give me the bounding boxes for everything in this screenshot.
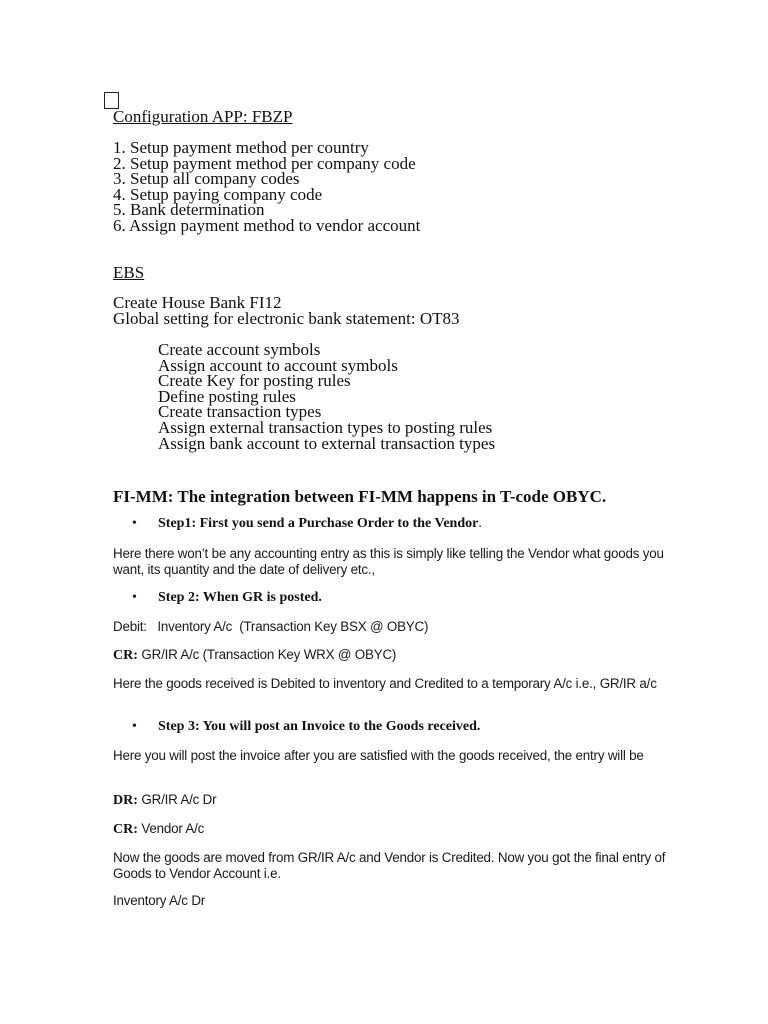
step3-line: Step 3: You will post an Invoice to the Goods received.	[158, 719, 481, 734]
config-step: 2. Setup payment method per company code	[113, 153, 416, 173]
ebs-step: Create transaction types	[158, 402, 322, 422]
house-bank-line: Create House Bank FI12	[113, 293, 282, 312]
ebs-step: Create account symbols	[158, 340, 321, 359]
cr-text: Vendor A/c	[137, 821, 205, 836]
step1-tail: .	[478, 516, 482, 531]
dr-label: DR:	[113, 793, 138, 808]
bullet-icon: •	[132, 590, 137, 605]
cr-text: GR/IR A/c (Transaction Key WRX @ OBYC)	[137, 647, 397, 662]
cr-label: CR:	[113, 648, 138, 663]
config-step: 6. Assign payment method to vendor account	[113, 215, 421, 235]
config-step: 3. Setup all company codes	[113, 169, 300, 189]
config-step: 4. Setup paying company code	[113, 184, 323, 204]
debit-line: Debit: Inventory A/c (Transaction Key BSX @ OBYC)	[113, 619, 429, 634]
paragraph-no-entry: Here there won’t be any accounting entry as this is simply like telling the Vendor what goods you want, its quantity and the date of delivery etc.,	[113, 546, 664, 577]
bullet-icon: •	[132, 719, 137, 734]
paragraph-final-entry: Now the goods are moved from GR/IR A/c and Vendor is Credited. Now you got the final entry of Goods to Vendor Account i.e.	[113, 850, 666, 881]
bullet-icon: •	[132, 516, 137, 531]
ebs-step: Create Key for posting rules	[158, 371, 351, 391]
dr-text: GR/IR A/c Dr	[137, 792, 217, 807]
ebs-step: Assign account to account symbols	[158, 355, 398, 375]
config-step: 1. Setup payment method per country	[113, 138, 369, 157]
ebs-step: Assign external transaction types to posting rules	[158, 417, 493, 437]
cr-vendor-line	[113, 821, 204, 838]
paragraph-goods-received: Here the goods received is Debited to inventory and Credited to a temporary A/c i.e., GR/IR a/c	[113, 676, 657, 691]
paragraph-post-invoice: Here you will post the invoice after you are satisfied with the goods received, the entry will be	[113, 748, 644, 763]
step2-line: Step 2: When GR is posted.	[158, 590, 322, 605]
ebs-heading: EBS	[113, 263, 145, 282]
ebs-steps-list	[158, 342, 495, 451]
config-heading: Configuration APP: FBZP	[113, 107, 293, 126]
cr-label: CR:	[113, 822, 138, 837]
ebs-step: Assign bank account to external transaction types	[158, 433, 496, 453]
fimm-heading: FI-MM: The integration between FI-MM happens in T-code OBYC.	[113, 487, 607, 506]
inventory-line: Inventory A/c Dr	[113, 893, 206, 908]
cr-gr-ir-line	[113, 647, 396, 664]
dr-line	[113, 792, 216, 809]
step1-bold: Step1: First you send a Purchase Order to the Vendor	[158, 516, 479, 531]
config-steps-list	[113, 140, 420, 234]
step1-line	[158, 516, 482, 532]
global-setting-line: Global setting for electronic bank statement: OT83	[113, 309, 460, 328]
ebs-step: Define posting rules	[158, 386, 296, 406]
config-step: 5. Bank determination	[113, 200, 265, 220]
